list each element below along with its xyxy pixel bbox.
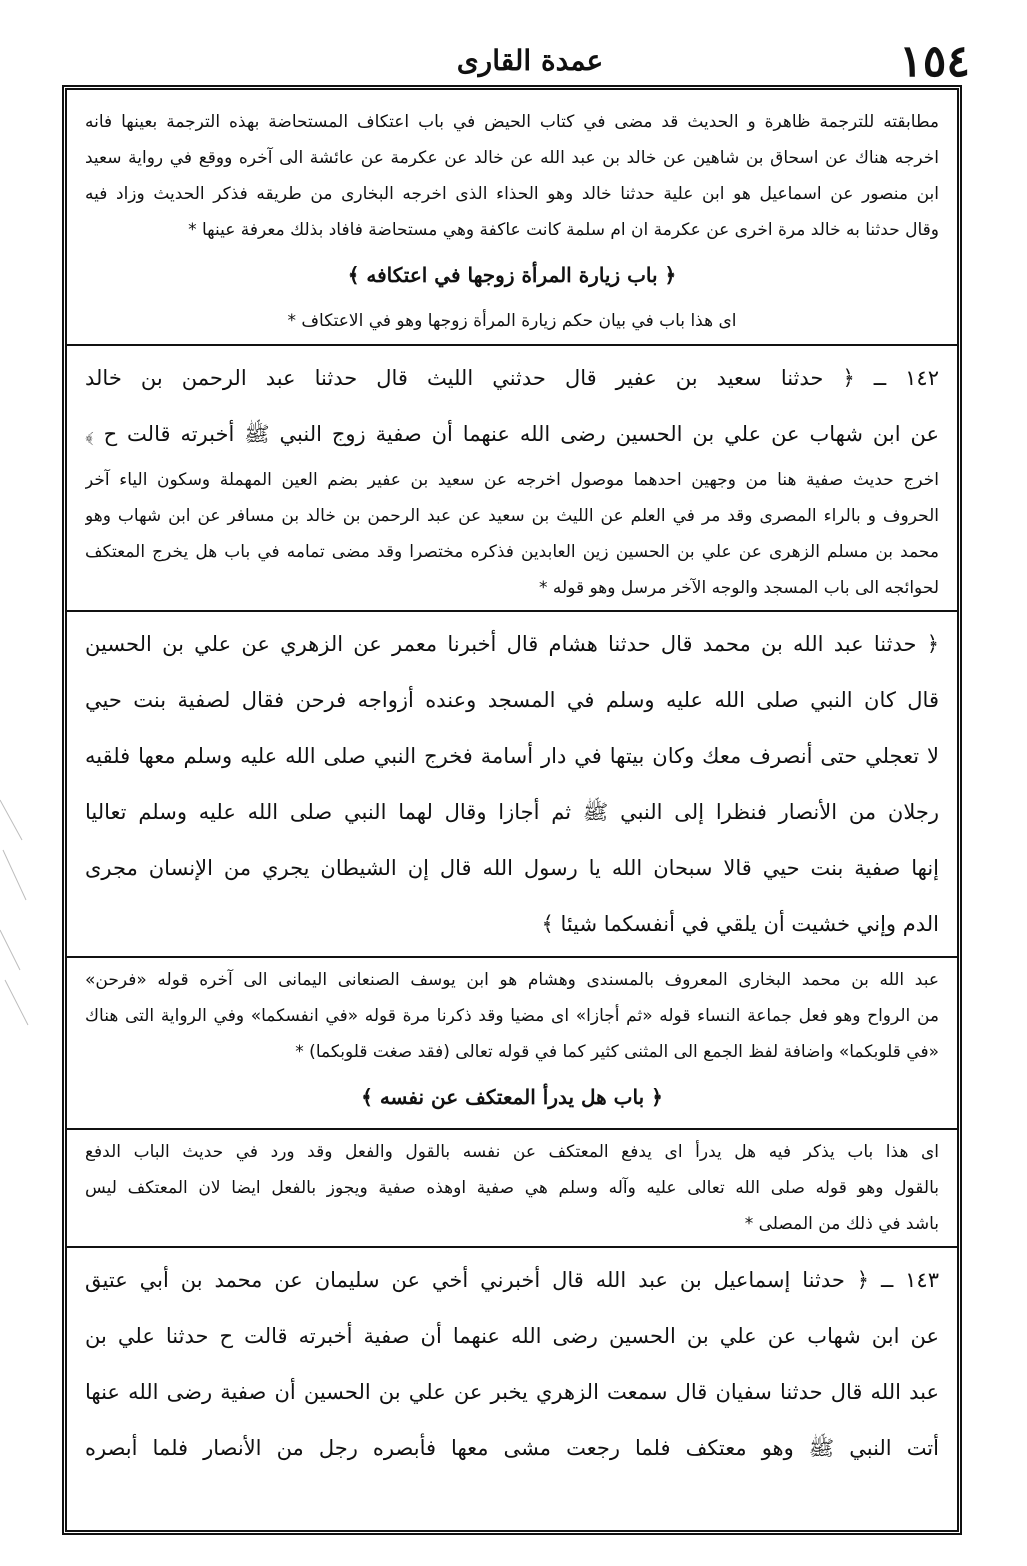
page-number: ١٥٤ — [899, 36, 970, 87]
chapter-note: اى هذا باب في بيان حكم زيارة المرأة زوجها وهو في الاعتكاف * — [287, 311, 737, 331]
hadith-line: قال كان النبي صلى الله عليه وسلم في المسجد وعنده أزواجه فرحن فقال لصفية بنت حيي — [85, 688, 939, 712]
divider — [67, 1246, 957, 1248]
text-line: الحروف و بالراء المصرى وقد مر في العلم عن الليث بن سعيد عن عبد الرحمن بن خالد بن مسافر عن ابن شهاب وهو — [85, 506, 939, 526]
text-line: بالقول وهو قوله صلى الله تعالى عليه وآله وسلم هي صفية اوهذه صفية ويجوز بالفعل ايضا لان المعتكف ليس — [85, 1178, 939, 1198]
hadith-line: ١٤٣ ــ ﴿ حدثنا إسماعيل بن عبد الله قال أخبرني أخي عن سليمان عن محمد بن أبي عتيق — [85, 1268, 939, 1292]
text-line: مطابقته للترجمة ظاهرة و الحديث قد مضى في كتاب الحيض في باب اعتكاف المستحاضة بهذه الترجمة بعينها فانه — [85, 112, 939, 132]
hadith-line: ﴿ حدثنا عبد الله بن محمد قال حدثنا هشام قال أخبرنا معمر عن الزهري عن علي بن الحسين — [85, 632, 939, 656]
chapter-heading: ﴿ باب هل يدرأ المعتكف عن نفسه ﴾ — [361, 1085, 663, 1109]
scan-edge-marks — [0, 780, 30, 1040]
text-line: محمد بن مسلم الزهرى عن علي بن الحسين زين العابدين فذكره مختصرا وقد مضى تمامه في باب هل يخرج المعتكف — [85, 542, 939, 562]
commentary-block-2 — [85, 462, 939, 606]
hadith-mursal — [85, 616, 939, 952]
text-line: اى هذا باب يذكر فيه هل يدرأ اى يدفع المعتكف عن نفسه بالقول والفعل وقد ورد في حديث الباب الدفع — [85, 1142, 939, 1162]
running-title: عمدة القارى — [456, 44, 604, 77]
hadith-142 — [85, 350, 939, 462]
hadith-line: عن ابن شهاب عن علي بن الحسين رضى الله عنهما أن صفية زوج النبي ﷺ أخبرته قالت ح ﴾ — [85, 422, 939, 446]
hadith-line: ١٤٢ ــ ﴿ حدثنا سعيد بن عفير قال حدثني الليث قال حدثنا عبد الرحمن بن خالد — [85, 366, 939, 390]
text-line: لحوائجه الى باب المسجد والوجه الآخر مرسل وهو قوله * — [539, 578, 939, 598]
text-line: من الرواح وهو فعل جماعة النساء قوله «ثم أجازا» اى مضيا وقد ذكرنا مرة قوله «في انفسكما» وفي الرواية التى هناك — [85, 1006, 939, 1026]
text-line: اخرجه هناك عن اسحاق بن شاهين عن خالد بن عبد الله عن خالد عن عكرمة عن عائشة الى آخره ووقع في رواية سعيد — [85, 148, 939, 168]
hadith-line: الدم وإني خشيت أن يلقي في أنفسكما شيئا ﴾ — [541, 912, 939, 936]
hadith-line: أتت النبي ﷺ وهو معتكف فلما رجعت مشى معها فأبصره رجل من الأنصار فلما أبصره — [85, 1436, 939, 1460]
text-line: وقال حدثنا به خالد مرة اخرى عن عكرمة ان ام سلمة كانت عاكفة وهي مستحاضة فافاد بذلك معرفة عينها * — [188, 220, 939, 240]
hadith-line: لا تعجلي حتى أنصرف معك وكان بيتها في دار أسامة فخرج النبي صلى الله عليه وسلم معها فلقيه — [85, 744, 939, 768]
divider — [67, 344, 957, 346]
text-line: عبد الله بن محمد البخارى المعروف بالمسندى وهشام هو ابن يوسف الصنعانى اليمانى الى آخره قوله «فرحن» — [85, 970, 939, 990]
divider — [67, 1128, 957, 1130]
text-line: ابن منصور عن اسماعيل هو ابن علية حدثنا خالد وهو الحذاء الذى اخرجه البخارى من طريقه فذكر الحديث وزاد فيه — [85, 184, 939, 204]
commentary-block-3 — [85, 962, 939, 1070]
divider — [67, 956, 957, 958]
chapter-heading: ﴿ باب زيارة المرأة زوجها في اعتكافه ﴾ — [347, 263, 677, 287]
hadith-143 — [85, 1252, 939, 1476]
commentary-block-1 — [85, 104, 939, 248]
page-frame — [62, 85, 962, 1535]
divider — [67, 610, 957, 612]
hadith-line: عبد الله قال حدثنا سفيان قال سمعت الزهري يخبر عن علي بن الحسين أن صفية رضى الله عنها — [85, 1380, 939, 1404]
hadith-line: رجلان من الأنصار فنظرا إلى النبي ﷺ ثم أجازا وقال لهما النبي صلى الله عليه وسلم تعاليا — [85, 800, 939, 824]
commentary-block-4 — [85, 1134, 939, 1242]
text-line: باشد في ذلك من المصلى * — [744, 1214, 939, 1234]
hadith-line: عن ابن شهاب عن علي بن الحسين رضى الله عنهما أن صفية أخبرته قالت ح حدثنا علي بن — [85, 1324, 939, 1348]
text-line: «في قلوبكما» واضافة لفظ الجمع الى المثنى كثير كما في قوله تعالى (فقد صغت قلوبكما) * — [295, 1042, 939, 1062]
page-header — [60, 30, 1000, 90]
hadith-line: إنها صفية بنت حيي قالا سبحان الله يا رسول الله قال إن الشيطان يجري من الإنسان مجرى — [85, 856, 939, 880]
text-line: اخرج حديث صفية هنا من وجهين احدهما موصول اخرجه عن سعيد بن عفير بضم العين المهملة وسكون الياء آخر — [85, 470, 939, 490]
